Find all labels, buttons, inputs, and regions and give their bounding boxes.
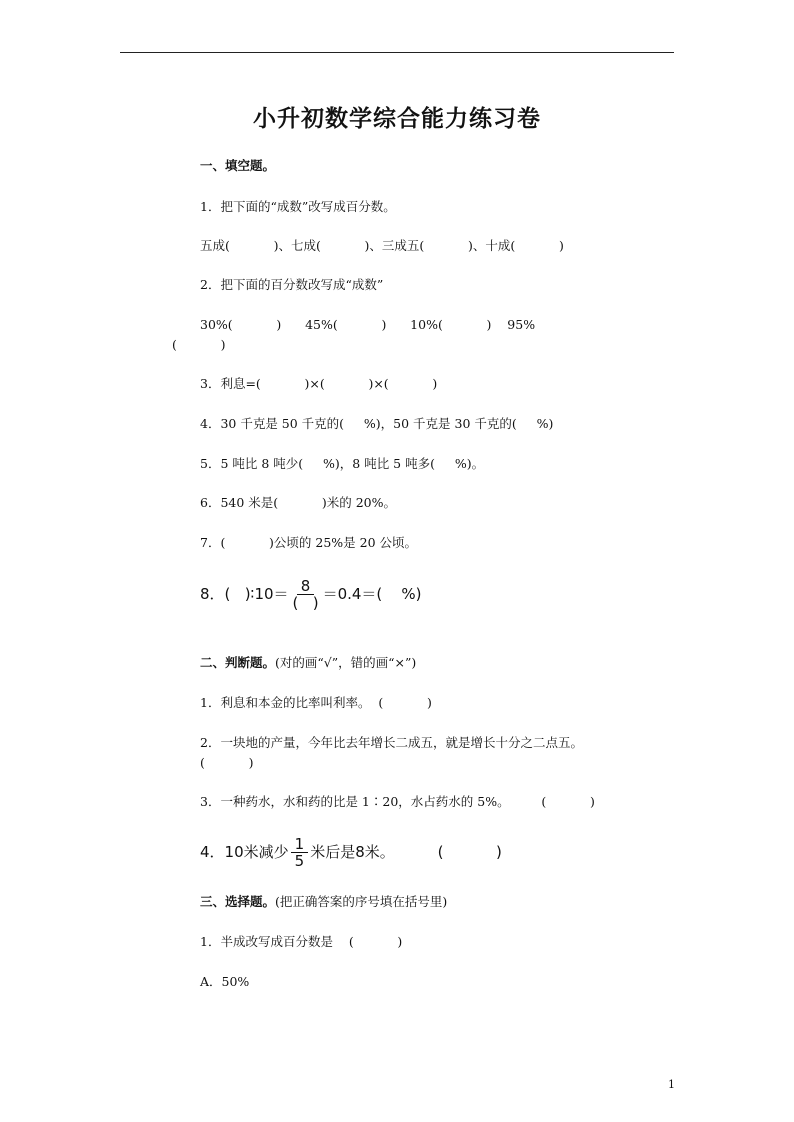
section-choice-title: 三、选择题。	[200, 894, 276, 909]
judge-q3: 3．一种药水，水和药的比是 1∶20，水占药水的 5%。 ( )	[200, 794, 595, 809]
fill-q5: 5．5 吨比 8 吨少( %)，8 吨比 5 吨多( %)。	[200, 456, 485, 471]
fill-q8-fraction	[291, 578, 321, 611]
judge-q2: 2．一块地的产量，今年比去年增长二成五，就是增长十分之二点五。	[200, 735, 583, 750]
fill-q1: 1．把下面的“成数”改写成百分数。	[200, 199, 396, 214]
header-rule	[120, 52, 674, 53]
judge-q4-numerator: 1	[291, 836, 309, 853]
section-choice-heading	[200, 893, 447, 911]
section-judge-heading	[200, 654, 416, 672]
section-fill-heading: 一、填空题。	[200, 158, 276, 173]
choice-q1: 1．半成改写成百分数是 ( )	[200, 934, 403, 949]
fill-q3: 3．利息=( )×( )×( )	[200, 376, 438, 391]
fill-q7: 7．( )公顷的 25%是 20 公顷。	[200, 535, 418, 550]
section-choice-note: (把正确答案的序号填在括号里)	[275, 894, 448, 909]
judge-q4-tail: 米后是8米。 ( )	[310, 843, 502, 861]
page-title: 小升初数学综合能力练习卷	[253, 105, 541, 132]
fill-q2: 2．把下面的百分数改写成“成数”	[200, 277, 384, 292]
fill-q2-items: 30%( ) 45%( ) 10%( ) 95%	[200, 317, 536, 332]
judge-q4	[200, 836, 502, 869]
fill-q8	[200, 578, 421, 611]
fill-q8-tail: ＝0.4＝( %)	[322, 585, 422, 603]
section-judge-title: 二、判断题。	[200, 655, 276, 670]
judge-q4-fraction	[291, 836, 309, 869]
fill-q6: 6．540 米是( )米的 20%。	[200, 495, 397, 510]
fill-q1-items: 五成( )、七成( )、三成五( )、十成( )	[200, 238, 564, 253]
fill-q2-continued: ( )	[172, 337, 226, 352]
judge-q1: 1．利息和本金的比率叫利率。 ( )	[200, 695, 432, 710]
choice-q1-option-a: A．50%	[200, 974, 250, 989]
fill-q8-denominator: ( )	[292, 594, 319, 612]
fill-q4: 4．30 千克是 50 千克的( %)，50 千克是 30 千克的( %)	[200, 416, 554, 431]
judge-q4-lead: 4．10米减少	[200, 843, 289, 861]
page-number: 1	[668, 1078, 675, 1091]
fill-q8-lead: 8．( )∶10＝	[200, 585, 289, 603]
judge-q4-denominator: 5	[294, 852, 305, 870]
section-judge-note: (对的画“√”，错的画“×”)	[275, 655, 417, 670]
judge-q2-continued: ( )	[200, 755, 254, 770]
fill-q8-numerator: 8	[297, 578, 315, 595]
